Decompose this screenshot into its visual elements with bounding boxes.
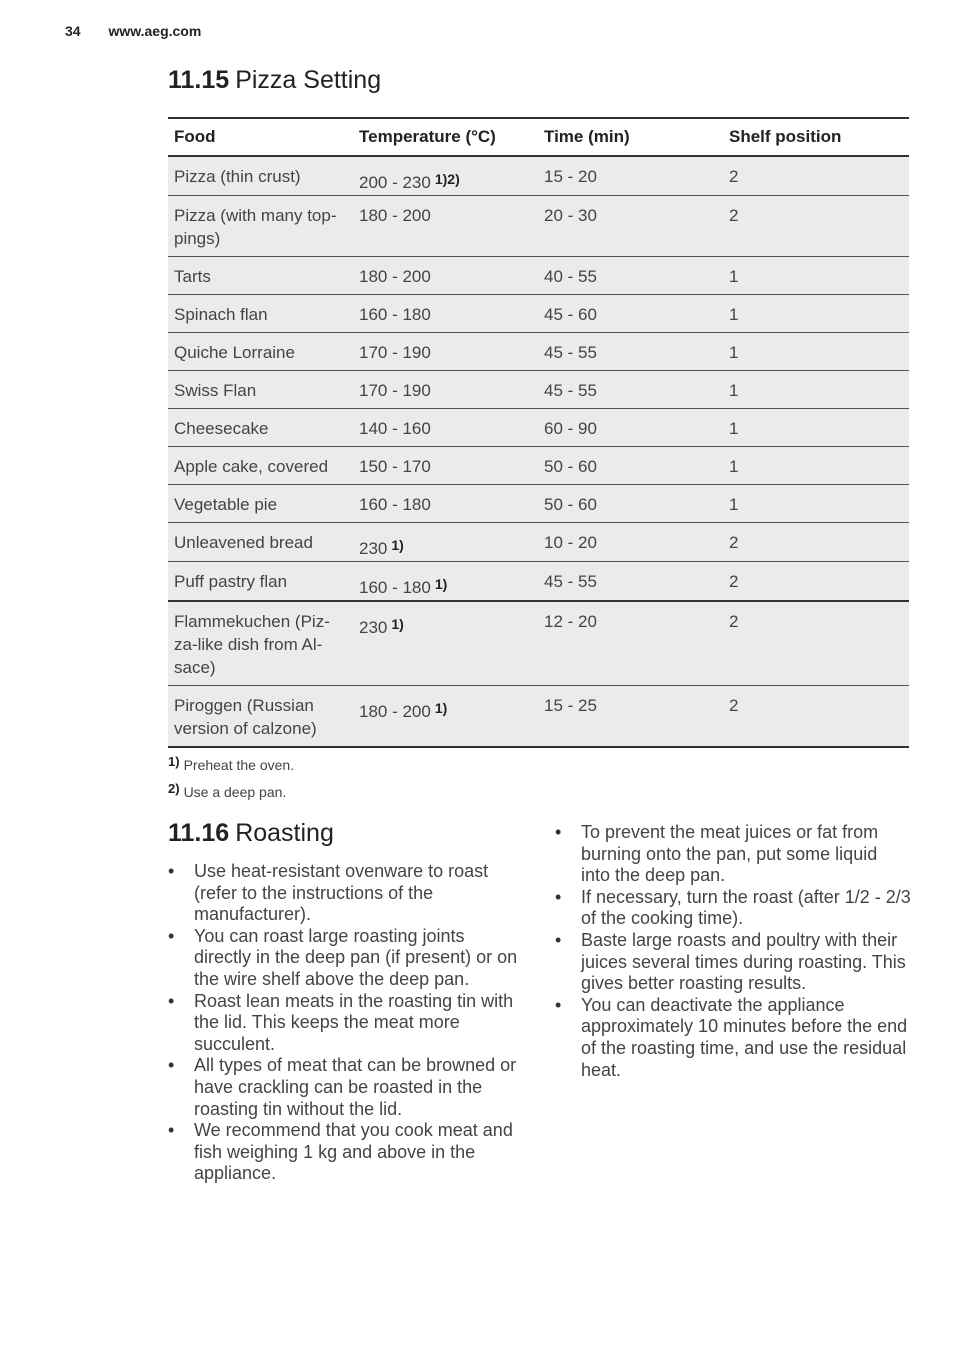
temperature-value: 230 <box>359 539 388 558</box>
footnote-text: Use a deep pan. <box>183 784 287 800</box>
footnote <box>168 779 294 806</box>
table-row <box>168 562 909 602</box>
table-row <box>168 257 909 295</box>
time-cell: 50 - 60 <box>538 485 723 523</box>
column-header: Shelf position <box>723 118 909 156</box>
temperature-cell <box>353 409 538 447</box>
bullet-item: • We recommend that you cook meat and fish weighing 1 kg and above in the appliance. <box>168 1120 526 1185</box>
footnote-reference: 1) <box>434 576 448 592</box>
shelf-cell: 2 <box>723 156 909 196</box>
temperature-value: 180 - 200 <box>359 267 431 286</box>
time-cell: 45 - 55 <box>538 333 723 371</box>
shelf-cell: 1 <box>723 447 909 485</box>
time-cell: 12 - 20 <box>538 601 723 686</box>
table-row <box>168 156 909 196</box>
temperature-value: 200 - 230 <box>359 173 431 192</box>
time-cell: 45 - 60 <box>538 295 723 333</box>
temperature-cell <box>353 371 538 409</box>
shelf-cell: 2 <box>723 523 909 562</box>
section-title: Roasting <box>235 819 334 847</box>
page-header <box>65 23 201 39</box>
table-row <box>168 333 909 371</box>
footnote-mark: 2) <box>168 781 180 796</box>
pizza-section-heading <box>168 66 381 95</box>
time-cell: 20 - 30 <box>538 196 723 257</box>
shelf-cell: 1 <box>723 295 909 333</box>
temperature-cell <box>353 196 538 257</box>
footnote-reference: 1) <box>391 616 404 632</box>
bullet-item: • You can deactivate the appliance approximately 10 minutes before the end of the roasting time, and use the residual heat. <box>555 995 911 1081</box>
section-number: 11.15 <box>168 66 230 94</box>
bullet-item: • If necessary, turn the roast (after 1/2 - 2/3 of the cooking time). <box>555 887 911 930</box>
section-title: Pizza Setting <box>235 66 382 94</box>
table-header-row <box>168 118 909 156</box>
section-number: 11.16 <box>168 819 230 847</box>
roasting-list-right <box>555 822 911 1081</box>
website-url: www.aeg.com <box>108 23 202 39</box>
food-cell: Cheesecake <box>168 409 353 447</box>
page-number: 34 <box>65 23 81 39</box>
time-cell: 50 - 60 <box>538 447 723 485</box>
time-cell: 10 - 20 <box>538 523 723 562</box>
shelf-cell: 2 <box>723 196 909 257</box>
food-cell: Swiss Flan <box>168 371 353 409</box>
shelf-cell: 2 <box>723 686 909 748</box>
bullet-item: • Use heat-resistant ovenware to roast (refer to the instructions of the manufacturer). <box>168 861 526 926</box>
food-cell: Puff pastry flan <box>168 562 353 602</box>
food-cell: Pizza (thin crust) <box>168 156 353 196</box>
table-row <box>168 295 909 333</box>
table-row <box>168 196 909 257</box>
shelf-cell: 2 <box>723 601 909 686</box>
table-row <box>168 523 909 562</box>
time-cell: 15 - 20 <box>538 156 723 196</box>
food-cell: Spinach flan <box>168 295 353 333</box>
food-cell: Vegetable pie <box>168 485 353 523</box>
footnote-reference: 1) <box>391 537 404 553</box>
roasting-section-heading <box>168 819 334 848</box>
food-cell: Piroggen (Russian version of calzone) <box>168 686 353 748</box>
table-row <box>168 371 909 409</box>
time-cell: 15 - 25 <box>538 686 723 748</box>
temperature-cell <box>353 333 538 371</box>
temperature-cell <box>353 562 538 602</box>
column-header: Food <box>168 118 353 156</box>
shelf-cell: 1 <box>723 409 909 447</box>
temperature-cell <box>353 156 538 196</box>
temperature-value: 180 - 200 <box>359 206 431 225</box>
footnote-reference: 1)2) <box>434 171 460 187</box>
table-row <box>168 447 909 485</box>
bullet-item: • All types of meat that can be browned or have crackling can be roasted in the roasting tin without the lid. <box>168 1055 526 1120</box>
time-cell: 40 - 55 <box>538 257 723 295</box>
temperature-cell <box>353 523 538 562</box>
temperature-value: 160 - 180 <box>359 305 431 324</box>
shelf-cell: 1 <box>723 371 909 409</box>
food-cell: Apple cake, covered <box>168 447 353 485</box>
temperature-cell <box>353 485 538 523</box>
temperature-value: 180 - 200 <box>359 702 431 721</box>
shelf-cell: 1 <box>723 257 909 295</box>
footnote-text: Preheat the oven. <box>183 757 295 773</box>
shelf-cell: 2 <box>723 562 909 602</box>
temperature-cell <box>353 447 538 485</box>
column-header: Temperature (°C) <box>353 118 538 156</box>
temperature-cell <box>353 257 538 295</box>
temperature-value: 170 - 190 <box>359 381 431 400</box>
food-cell: Pizza (with many top-pings) <box>168 196 353 257</box>
time-cell: 45 - 55 <box>538 371 723 409</box>
bullet-item: • You can roast large roasting joints directly in the deep pan (if present) or on the wire shelf above the deep pan. <box>168 926 526 991</box>
footnote-mark: 1) <box>168 754 180 769</box>
food-cell: Quiche Lorraine <box>168 333 353 371</box>
temperature-cell <box>353 295 538 333</box>
pizza-table <box>168 117 909 748</box>
time-cell: 60 - 90 <box>538 409 723 447</box>
temperature-value: 140 - 160 <box>359 419 431 438</box>
time-cell: 45 - 55 <box>538 562 723 602</box>
food-cell: Flammekuchen (Piz-za-like dish from Al-sace) <box>168 601 353 686</box>
footnotes <box>168 752 294 806</box>
footnote <box>168 752 294 779</box>
shelf-cell: 1 <box>723 333 909 371</box>
food-cell: Tarts <box>168 257 353 295</box>
table-row <box>168 601 909 686</box>
bullet-item: • Baste large roasts and poultry with their juices several times during roasting. This gives better roasting results. <box>555 930 911 995</box>
temperature-value: 170 - 190 <box>359 343 431 362</box>
bullet-item: • To prevent the meat juices or fat from burning onto the pan, put some liquid into the deep pan. <box>555 822 911 887</box>
temperature-value: 160 - 180 <box>359 578 431 597</box>
temperature-value: 160 - 180 <box>359 495 431 514</box>
temperature-cell <box>353 601 538 686</box>
bullet-item: • Roast lean meats in the roasting tin with the lid. This keeps the meat more succulent. <box>168 991 526 1056</box>
temperature-cell <box>353 686 538 748</box>
table-row <box>168 686 909 748</box>
shelf-cell: 1 <box>723 485 909 523</box>
footnote-reference: 1) <box>434 700 448 716</box>
temperature-value: 150 - 170 <box>359 457 431 476</box>
table-row <box>168 409 909 447</box>
column-header: Time (min) <box>538 118 723 156</box>
table-row <box>168 485 909 523</box>
food-cell: Unleavened bread <box>168 523 353 562</box>
temperature-value: 230 <box>359 618 388 637</box>
roasting-list-left <box>168 861 526 1185</box>
